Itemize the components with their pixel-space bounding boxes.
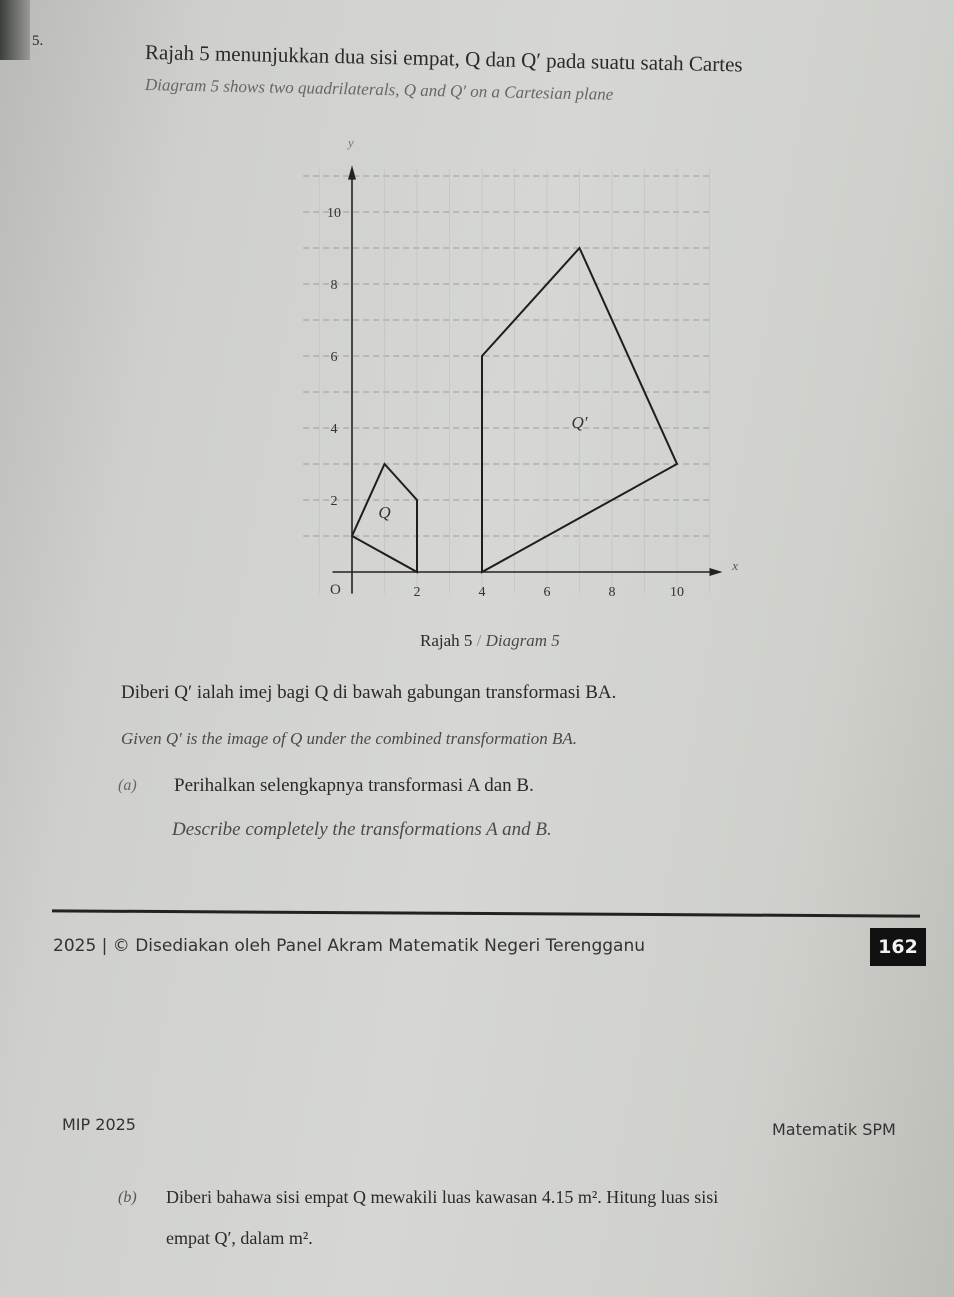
y-tick-label: 6 xyxy=(330,350,338,365)
y-tick-label: 8 xyxy=(330,278,338,293)
x-tick-label: 2 xyxy=(413,585,421,600)
part-b-line1: Diberi bahawa sisi empat Q mewakili luas kawasan 4.15 m². Hitung luas sisi xyxy=(166,1187,719,1207)
x-tick-label: 10 xyxy=(670,585,684,600)
y-tick-label: 4 xyxy=(330,422,338,437)
next-page-header-right: Matematik SPM xyxy=(772,1120,896,1139)
given-english: Given Q′ is the image of Q under the combined transformation BA. xyxy=(121,729,578,748)
intro-english: Diagram 5 shows two quadrilaterals, Q and Q′ on a Cartesian plane xyxy=(144,75,614,104)
x-tick-label: 6 xyxy=(543,585,551,600)
part-a-malay: Perihalkan selengkapnya transformasi A dan B. xyxy=(174,775,534,796)
part-a-label: (a) xyxy=(118,777,137,794)
caption-english: Diagram 5 xyxy=(485,631,560,650)
y-axis-label: y xyxy=(348,135,354,151)
part-b-label: (b) xyxy=(118,1189,137,1206)
x-tick-label: 4 xyxy=(478,585,486,600)
footer-text: 2025 | © Disediakan oleh Panel Akram Matematik Negeri Terengganu xyxy=(53,936,645,956)
part-a-english: Describe completely the transformations A and B. xyxy=(172,819,552,840)
y-tick-label: 10 xyxy=(327,206,341,221)
footer-rule xyxy=(52,909,920,917)
x-axis-arrow-icon xyxy=(710,568,723,576)
shape-q-label: Q xyxy=(378,503,391,522)
shape-q-prime-label: Q′ xyxy=(571,413,588,432)
y-axis-arrow-icon xyxy=(348,165,356,179)
page-number-badge: 162 xyxy=(870,928,926,966)
caption-malay: Rajah 5 xyxy=(420,631,473,650)
next-page-header-left: MIP 2025 xyxy=(62,1115,136,1134)
x-tick-label: 8 xyxy=(608,585,616,600)
cartesian-diagram xyxy=(0,0,954,640)
y-tick-label: 2 xyxy=(330,494,338,509)
intro-malay: Rajah 5 menunjukkan dua sisi empat, Q dan Q′ pada suatu satah Cartes xyxy=(144,40,743,77)
origin-label: O xyxy=(330,582,341,598)
part-b-line2: empat Q′, dalam m². xyxy=(166,1228,313,1248)
given-malay: Diberi Q′ ialah imej bagi Q di bawah gabungan transformasi BA. xyxy=(121,682,617,703)
caption-separator: / xyxy=(472,631,486,650)
diagram-caption xyxy=(420,632,560,649)
x-axis-label: x xyxy=(732,558,739,573)
question-number: 5. xyxy=(32,33,44,49)
